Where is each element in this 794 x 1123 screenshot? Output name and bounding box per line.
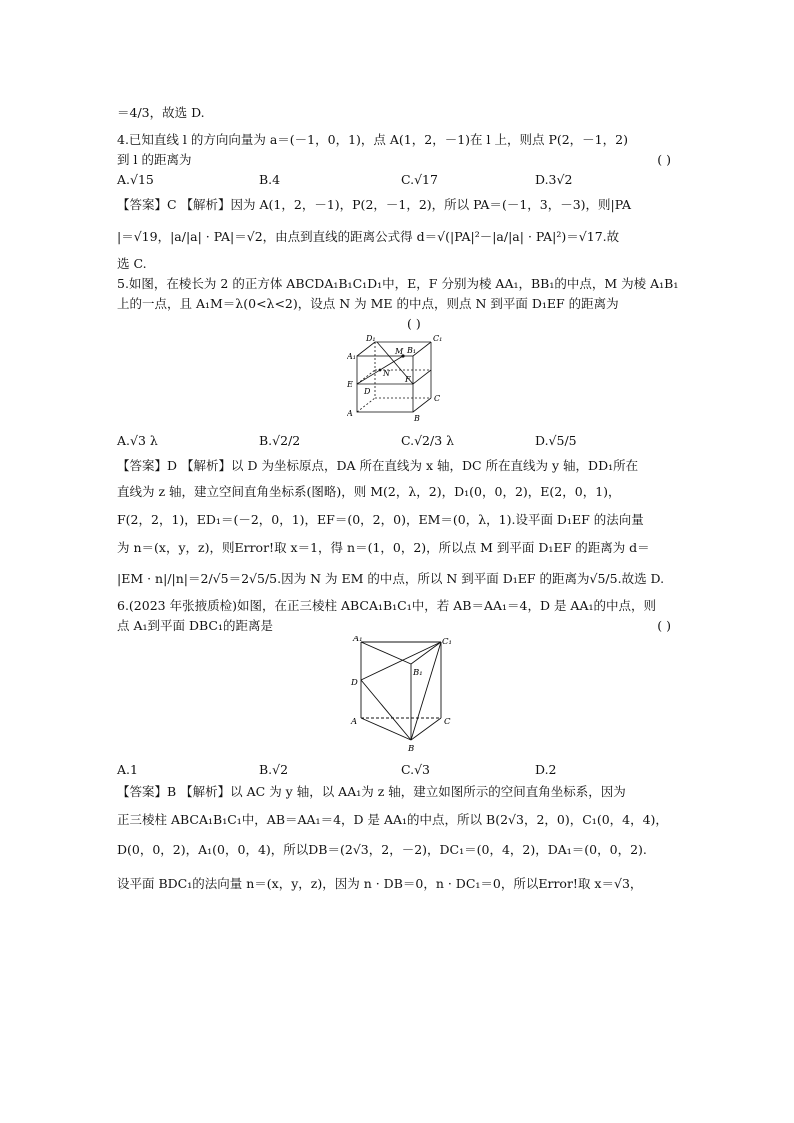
label-d1: D₁	[366, 334, 376, 343]
q6-answer-line3: D(0，0，2)，A₁(0，0，4)，所以DB＝(2√3，2，－2)，DC₁＝(0，4，2)，DA₁＝(0，0，2).	[117, 842, 647, 857]
q5-answer-line1: 【答案】D 【解析】以 D 为坐标原点，DA 所在直线为 x 轴，DC 所在直线为 y 轴，DD₁所在	[117, 458, 639, 473]
label-b: B	[408, 744, 415, 754]
q6-answer-line4: 设平面 BDC₁的法向量 n＝(x，y，z)，因为 n · DB＝0，n · DC₁＝0，所以Error!取 x＝√3，	[117, 876, 643, 891]
label-a1: A₁	[347, 352, 356, 361]
label-a1: A₁	[353, 636, 363, 644]
label-c: C	[444, 717, 451, 727]
q5-answer-line3: F(2，2，1)，ED₁＝(－2，0，1)，EF＝(0，2，0)，EM＝(0，λ，1).设平面 D₁EF 的法向量	[117, 512, 644, 527]
label-b1: B₁	[407, 346, 417, 355]
q4-answer-line3: 选 C.	[117, 256, 147, 271]
label-a: A	[351, 717, 358, 727]
q6-option-d: D.2	[535, 762, 557, 777]
q5-option-c: C.√2/3 λ	[401, 433, 455, 448]
q5-answer-line4: 为 n＝(x，y，z)，则Error!取 x＝1，得 n＝(1，0，2)，所以点 M 到平面 D₁EF 的距离为 d＝	[117, 540, 650, 555]
q5-answer-bracket: ( )	[407, 316, 421, 331]
q5-options	[117, 426, 677, 456]
q6-options	[117, 760, 677, 782]
q4-option-b: B.4	[259, 172, 281, 187]
label-n: N	[383, 369, 390, 378]
label-b: B	[414, 414, 420, 423]
q6-answer-bracket: ( )	[657, 618, 671, 633]
q4-stem-line1: 4.已知直线 l 的方向向量为 a＝(－1，0，1)，点 A(1，2，－1)在 l 上，则点 P(2，－1，2)	[117, 132, 628, 147]
q6-answer-line2: 正三棱柱 ABCA₁B₁C₁中，AB＝AA₁＝4，D 是 AA₁的中点，所以 B(2√3，2，0)，C₁(0，4，4)，	[117, 812, 668, 827]
q4-option-d: D.3√2	[535, 172, 573, 187]
cube-figure	[347, 334, 677, 426]
prev-answer-end: ＝4/3，故选 D.	[117, 105, 205, 120]
q5-bracket-line	[117, 314, 677, 334]
q6-answer-line1: 【答案】B 【解析】以 AC 为 y 轴，以 AA₁为 z 轴，建立如图所示的空间直角坐标系，因为	[117, 784, 626, 799]
label-e: E	[347, 380, 353, 389]
q5-stem-line1: 5.如图，在棱长为 2 的正方体 ABCDA₁B₁C₁D₁中，E，F 分别为棱 AA₁，BB₁的中点，M 为棱 A₁B₁	[117, 276, 679, 291]
q5-answer-line2: 直线为 z 轴，建立空间直角坐标系(图略)，则 M(2，λ，2)，D₁(0，0，2)，E(2，0，1)，	[117, 484, 621, 499]
q4-answer-line2: |＝√19，|a/|a| · PA|＝√2，由点到直线的距离公式得 d＝√(|PA|²－|a/|a| · PA|²)＝√17.故	[117, 229, 620, 244]
q5-option-d: D.√5/5	[535, 433, 577, 448]
q6-option-c: C.√3	[401, 762, 431, 777]
prism-diagram	[349, 636, 459, 760]
q6-stem-line1: 6.(2023 年张掖质检)如图，在正三棱柱 ABCA₁B₁C₁中，若 AB＝AA₁＝4，D 是 AA₁的中点，则	[117, 598, 656, 613]
q6-stem-line2	[117, 616, 677, 636]
q4-stem-line2	[117, 150, 677, 170]
label-f: F	[405, 375, 411, 384]
q6-stem-text: 点 A₁到平面 DBC₁的距离是	[117, 618, 274, 633]
q4-answer-line1: 【答案】C 【解析】因为 A(1，2，－1)，P(2，－1，2)，所以 PA＝(－1，3，－3)，则|PA	[117, 197, 632, 212]
label-c1: C₁	[433, 334, 443, 343]
q6-option-b: B.√2	[259, 762, 289, 777]
q4-answer-bracket: ( )	[657, 152, 671, 167]
q6-option-a: A.1	[117, 762, 138, 777]
cube-diagram	[347, 334, 457, 426]
label-d: D	[364, 387, 371, 396]
q4-option-a: A.√15	[117, 172, 154, 187]
q5-answer-line5: |EM · n|/|n|＝2/√5＝2√5/5.因为 N 为 EM 的中点，所以 N 到平面 D₁EF 的距离为√5/5.故选 D.	[117, 571, 665, 586]
label-b1: B₁	[413, 668, 423, 678]
q4-options	[117, 170, 677, 190]
q4-stem-text: 到 l 的距离为	[117, 152, 192, 167]
label-c: C	[434, 394, 441, 403]
document-page	[117, 96, 677, 898]
q5-option-a: A.√3 λ	[117, 433, 158, 448]
label-a: A	[347, 409, 353, 418]
q5-option-b: B.√2/2	[259, 433, 301, 448]
prism-figure	[349, 636, 677, 760]
label-c1: C₁	[442, 637, 452, 647]
label-m: M	[395, 347, 404, 356]
q5-stem-line2: 上的一点，且 A₁M＝λ(0<λ<2)，设点 N 为 ME 的中点，则点 N 到平面 D₁EF 的距离为	[117, 296, 619, 311]
q4-option-c: C.√17	[401, 172, 438, 187]
label-d: D	[351, 678, 358, 688]
